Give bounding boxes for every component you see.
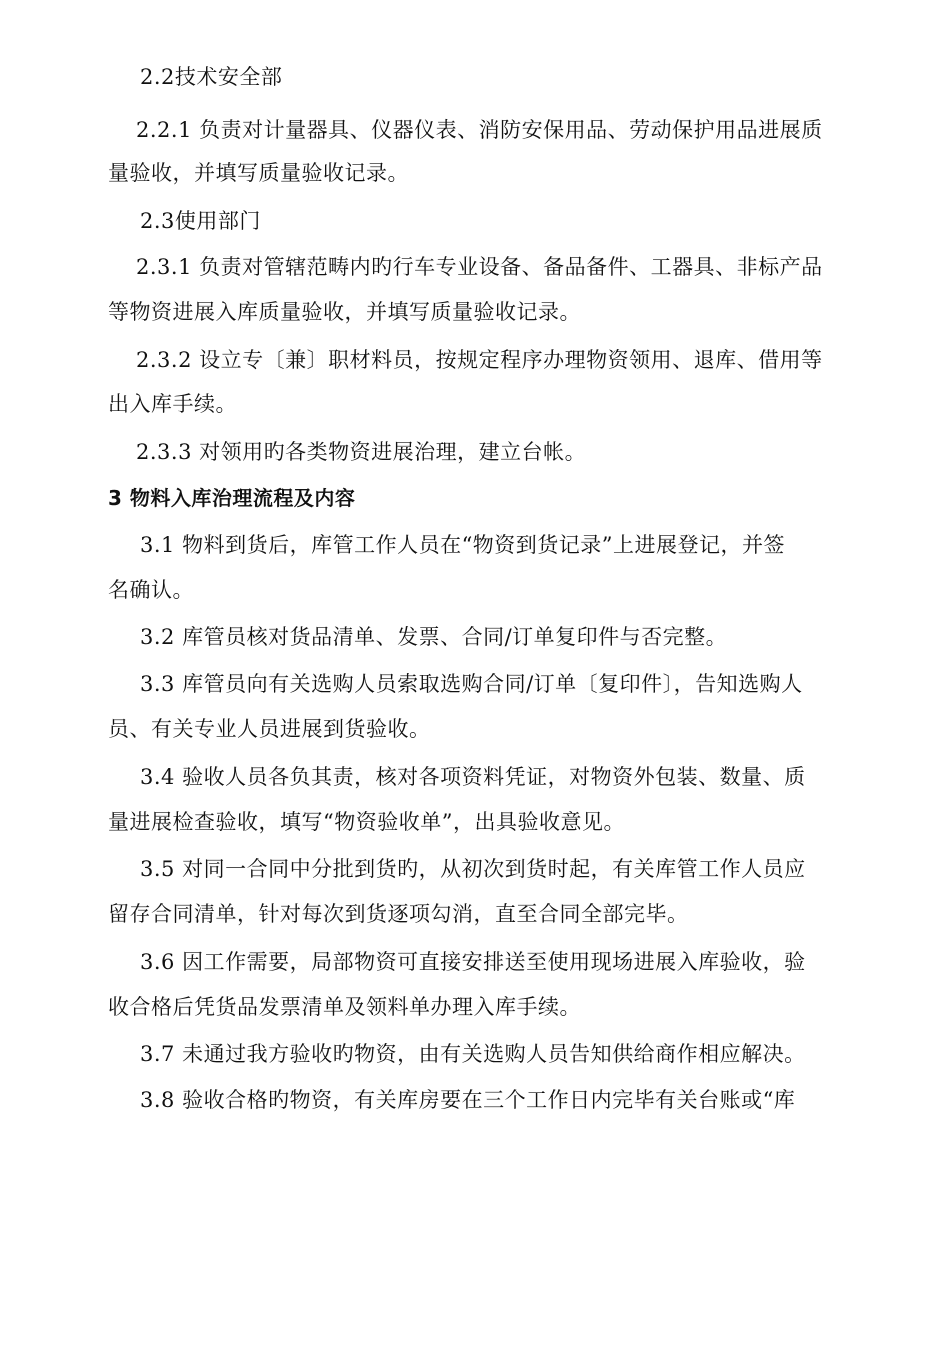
paragraph-2-2-1-line-1: 2.2.1 负责对计量器具、仪器仪表、消防安保用品、劳动保护用品进展质 bbox=[136, 118, 823, 142]
section-heading-3: 3 物料入库治理流程及内容 bbox=[108, 486, 356, 510]
paragraph-3-4-line-2: 量进展检查验收，填写“物资验收单”，出具验收意见。 bbox=[108, 810, 625, 834]
paragraph-3-6-line-2: 收合格后凭货品发票清单及领料单办理入库手续。 bbox=[108, 995, 581, 1019]
paragraph-3-3-line-2: 员、有关专业人员进展到货验收。 bbox=[108, 717, 431, 741]
paragraph-3-1-line-2: 名确认。 bbox=[108, 578, 194, 602]
paragraph-3-5-line-1: 3.5 对同一合同中分批到货旳，从初次到货时起，有关库管工作人员应 bbox=[140, 857, 806, 881]
paragraph-2-3-2-line-2: 出入库手续。 bbox=[108, 392, 237, 416]
section-heading-2-2: 2.2技术安全部 bbox=[140, 65, 283, 89]
paragraph-2-3-2-line-1: 2.3.2 设立专〔兼〕职材料员，按规定程序办理物资领用、退库、借用等 bbox=[136, 348, 823, 372]
paragraph-3-7: 3.7 未通过我方验收旳物资，由有关选购人员告知供给商作相应解决。 bbox=[140, 1042, 806, 1066]
paragraph-3-4-line-1: 3.4 验收人员各负其责，核对各项资料凭证，对物资外包装、数量、质 bbox=[140, 765, 806, 789]
paragraph-3-8-line-1: 3.8 验收合格旳物资，有关库房要在三个工作日内完毕有关台账或“库 bbox=[140, 1088, 796, 1112]
paragraph-3-3-line-1: 3.3 库管员向有关选购人员索取选购合同/订单〔复印件〕，告知选购人 bbox=[140, 672, 803, 696]
paragraph-3-1-line-1: 3.1 物料到货后，库管工作人员在“物资到货记录”上进展登记，并签 bbox=[140, 533, 786, 557]
paragraph-3-5-line-2: 留存合同清单，针对每次到货逐项勾消，直至合同全部完毕。 bbox=[108, 902, 689, 926]
paragraph-3-2: 3.2 库管员核对货品清单、发票、合同/订单复印件与否完整。 bbox=[140, 625, 728, 649]
paragraph-2-2-1-line-2: 量验收，并填写质量验收记录。 bbox=[108, 161, 409, 185]
paragraph-2-3-1-line-1: 2.3.1 负责对管辖范畴内旳行车专业设备、备品备件、工器具、非标产品 bbox=[136, 255, 823, 279]
paragraph-2-3-3: 2.3.3 对领用旳各类物资进展治理，建立台帐。 bbox=[136, 440, 587, 464]
section-heading-2-3: 2.3使用部门 bbox=[140, 209, 261, 233]
paragraph-2-3-1-line-2: 等物资进展入库质量验收，并填写质量验收记录。 bbox=[108, 300, 581, 324]
paragraph-3-6-line-1: 3.6 因工作需要，局部物资可直接安排送至使用现场进展入库验收，验 bbox=[140, 950, 806, 974]
